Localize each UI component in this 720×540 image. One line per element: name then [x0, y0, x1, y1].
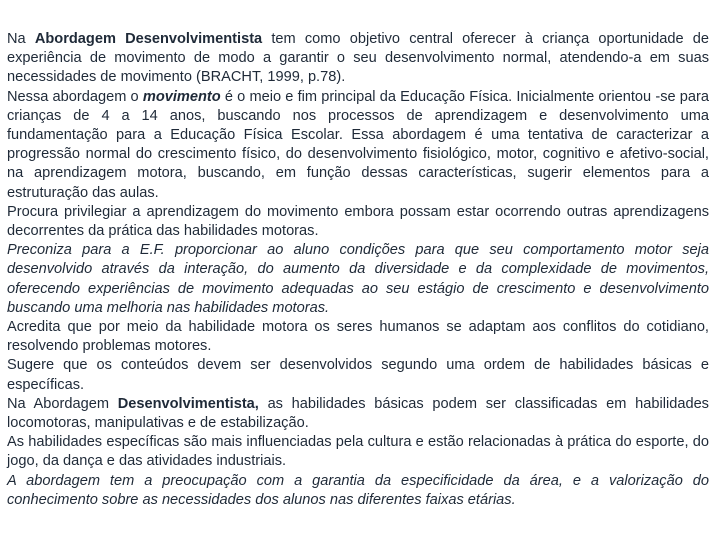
movement-bold-term: movimento	[142, 88, 221, 105]
paragraph-preocupacao: A abordagem tem a preocupação com a garantia da especificidade da área, e a valorização do conhecimento sobre as necessidades dos alunos nas diferentes faixas etárias.	[7, 472, 709, 508]
paragraph-movement	[7, 88, 709, 203]
basicas-pre: Na Abordagem	[7, 395, 118, 412]
paragraph-acredita: Acredita que por meio da habilidade motora os seres humanos se adaptam aos conflitos do cotidiano, resolvendo problemas motores.	[7, 319, 709, 355]
intro-post: tem como objetivo central oferecer à criança oportunidade de experiência de movimento de modo a garantir o seu desenvolvimento normal, atendendo-a em suas necessidades de movimento (BRACHT, 1999, p.78).	[7, 31, 710, 86]
paragraph-sugere: Sugere que os conteúdos devem ser desenvolvidos segundo uma ordem de habilidades básicas e específicas.	[7, 357, 709, 393]
intro-bold-term: Abordagem Desenvolvimentista	[34, 31, 263, 47]
paragraph-habilidades-especificas: As habilidades específicas são mais influenciadas pela cultura e estão relacionadas à prática do esporte, do jogo, da dança e das atividades industriais.	[7, 434, 709, 470]
document-body	[7, 30, 709, 510]
basicas-bold-term: Desenvolvimentista,	[117, 395, 259, 412]
paragraph-preconiza: Preconiza para a E.F. proporcionar ao aluno condições para que seu comportamento motor seja desenvolvido através da interação, do aumento da diversidade e da complexidade de movimentos, oferecendo experiências de movimento adequadas ao seu estágio de crescimento e desenvolvimento buscando uma melhoria nas habilidades motoras.	[7, 242, 709, 316]
basicas-post: as habilidades básicas podem ser classificadas em habilidades locomotoras, manipulativas e de estabilização.	[7, 395, 709, 432]
intro-pre: Na	[7, 31, 35, 47]
movement-pre: Nessa abordagem o	[7, 88, 143, 105]
paragraph-habilidades-basicas	[7, 395, 709, 433]
movement-post: é o meio e fim principal da Educação Física. Inicialmente orientou -se para crianças de 4 a 14 anos, buscando nos processos de aprendizagem e desenvolvimento uma fundamentação para a Educação Física Escolar. Essa abordagem é uma tentativa de caracterizar a progressão normal do crescimento físico, do desenvolvimento fisiológico, motor, cognitivo e afetivo-social, na aprendizagem motora, buscando, em função dessas características, sugerir elementos para a estruturação das aulas.	[7, 88, 710, 201]
paragraph-intro	[7, 30, 709, 88]
paragraph-privilege: Procura privilegiar a aprendizagem do movimento embora possam estar ocorrendo outras aprendizagens decorrentes da prática das habilidades motoras.	[7, 203, 709, 240]
